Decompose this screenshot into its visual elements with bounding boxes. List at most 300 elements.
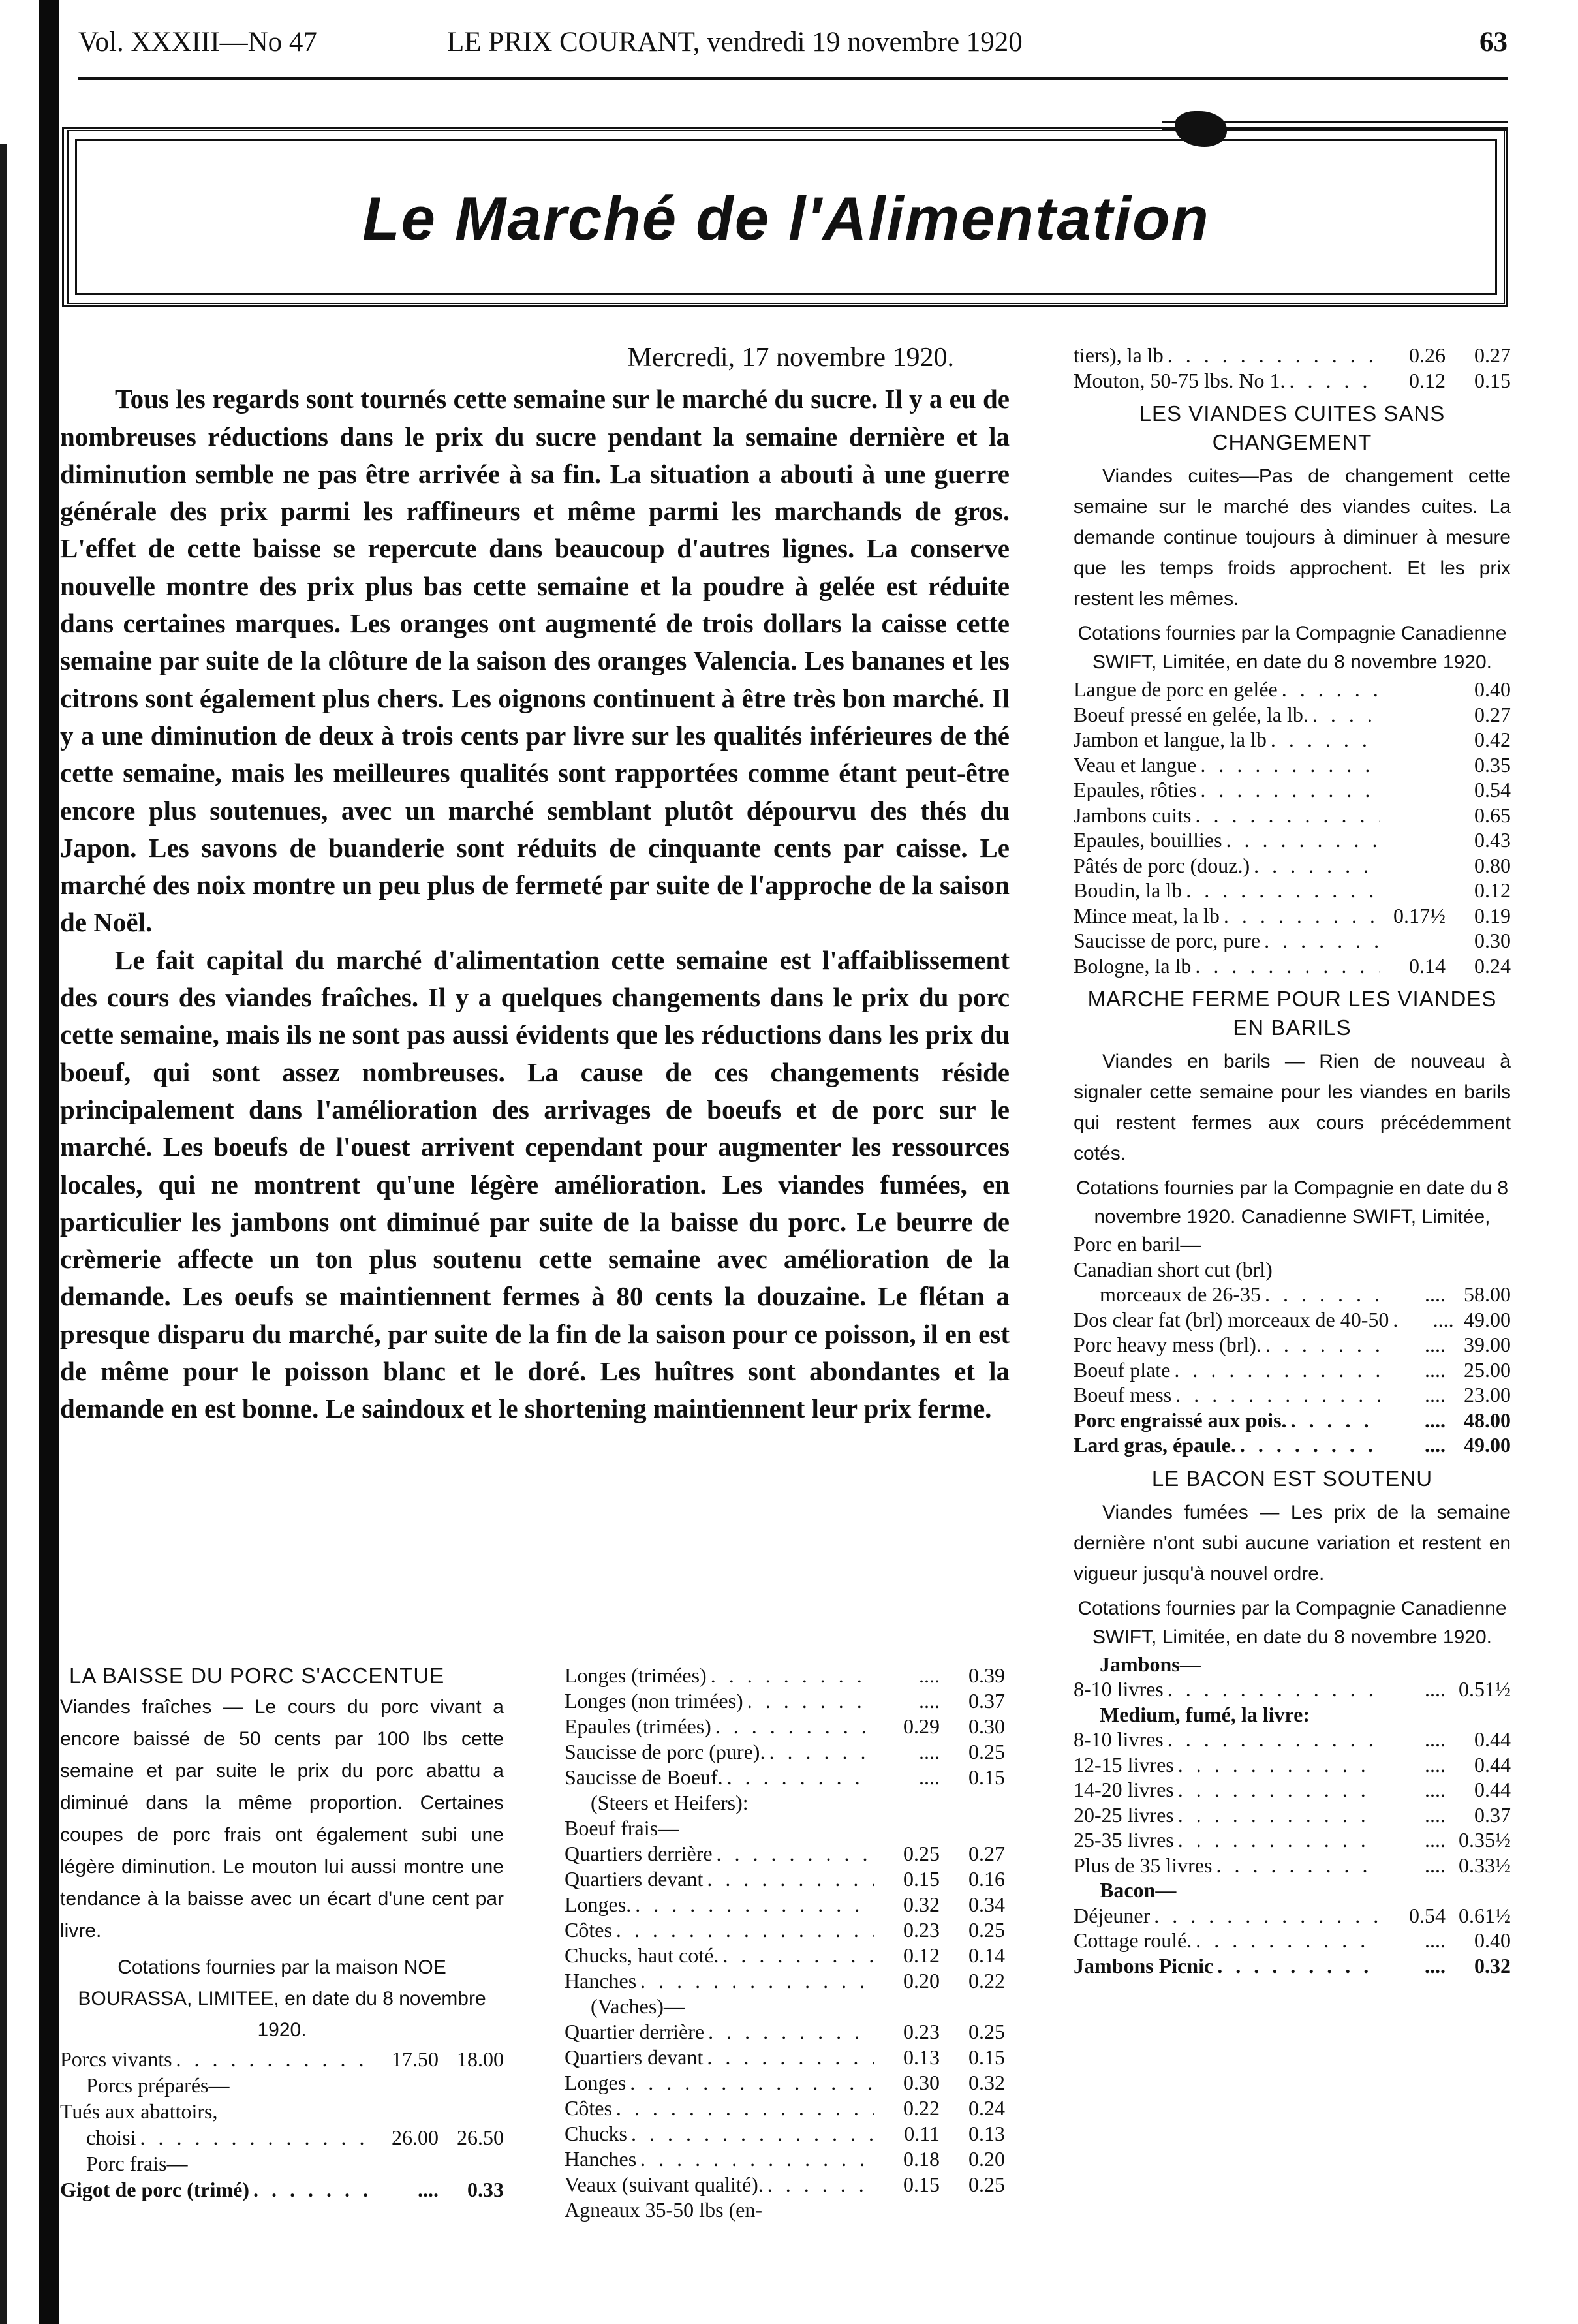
price-item-label: Saucisse de porc, pure xyxy=(1074,929,1261,952)
price-row xyxy=(1074,1232,1511,1257)
price-item-label: Lard gras, épaule. xyxy=(1074,1433,1236,1457)
leader-dots xyxy=(765,1739,874,1765)
price-row xyxy=(565,1841,1005,1867)
price-item-label: Tués aux abattoirs, xyxy=(60,2099,218,2123)
leader-dots xyxy=(1164,1727,1380,1752)
leader-dots xyxy=(1196,777,1380,803)
price-high: 26.50 xyxy=(457,2126,504,2149)
page-number: 63 xyxy=(1479,27,1508,57)
price-item-label: (Steers et Heifers): xyxy=(591,1791,749,1814)
price-low: 0.23 xyxy=(903,2020,940,2043)
price-row xyxy=(1074,727,1511,752)
price-high: 0.40 xyxy=(1474,677,1511,701)
price-row xyxy=(1074,1307,1511,1333)
leader-dots xyxy=(1250,853,1380,878)
price-row xyxy=(1074,903,1511,929)
price-item-label: Saucisse de porc (pure). xyxy=(565,1740,766,1763)
price-row xyxy=(1074,828,1511,853)
price-item-label: Jambons— xyxy=(1100,1652,1201,1676)
price-row xyxy=(1074,702,1511,728)
leader-dots xyxy=(627,2121,874,2146)
quotation-source-bacon: Cotations fournies par la Compagnie Canadienne SWIFT, Limitée, en date du 8 novembre 1920. xyxy=(1077,1597,1507,1648)
price-row xyxy=(1074,1433,1511,1458)
price-high: 0.25 xyxy=(968,2020,1005,2043)
price-low: 0.17½ xyxy=(1393,903,1446,927)
price-low: 0.22 xyxy=(903,2096,940,2120)
leader-dots xyxy=(1267,727,1380,752)
price-row xyxy=(1074,1257,1511,1282)
price-high: 0.54 xyxy=(1474,778,1511,801)
price-row xyxy=(1074,1677,1511,1702)
leader-dots xyxy=(1260,928,1380,953)
price-item-label: Boudin, la lb xyxy=(1074,878,1183,902)
price-row xyxy=(565,2045,1005,2070)
price-row xyxy=(565,1917,1005,1943)
price-high: 0.22 xyxy=(968,1969,1005,1992)
price-low: 0.15 xyxy=(903,1867,940,1891)
leader-dots xyxy=(1164,1677,1380,1702)
price-row xyxy=(1074,343,1511,368)
price-item-label: Porc engraissé aux pois. xyxy=(1074,1408,1287,1432)
price-high: 48.00 xyxy=(1464,1408,1511,1432)
price-row xyxy=(1074,368,1511,394)
price-item-label: Porc frais— xyxy=(86,2152,188,2175)
price-low: .... xyxy=(1425,1333,1446,1356)
leader-dots xyxy=(1164,343,1380,368)
leader-dots xyxy=(1220,903,1380,929)
price-row xyxy=(1074,1953,1511,1979)
price-row xyxy=(565,2121,1005,2146)
price-high: 0.39 xyxy=(968,1664,1005,1687)
price-high: 0.37 xyxy=(968,1689,1005,1712)
price-item-label: Porc heavy mess (brl). xyxy=(1074,1333,1261,1356)
price-high: 0.65 xyxy=(1474,803,1511,827)
section-text-bacon: Viandes fumées — Les prix de la semaine dernière n'ont subi aucune variation et restent en vigueur jusqu'à nouvel ordre. xyxy=(1074,1501,1511,1585)
price-high: 0.30 xyxy=(1474,929,1511,952)
leader-dots xyxy=(1174,1827,1380,1853)
price-high: 0.14 xyxy=(968,1944,1005,1967)
price-high: 0.33 xyxy=(467,2178,504,2201)
price-row xyxy=(565,1968,1005,1994)
price-row xyxy=(565,1867,1005,1892)
price-row xyxy=(1074,752,1511,778)
price-row xyxy=(60,2098,504,2124)
price-high: 0.61½ xyxy=(1459,1903,1511,1927)
price-low: .... xyxy=(1425,1408,1446,1432)
leader-dots xyxy=(723,1765,874,1790)
price-item-label: 14-20 livres xyxy=(1074,1778,1174,1801)
section-banner xyxy=(62,127,1508,307)
quotation-source-pork: Cotations fournies par la maison NOE BOURASSA, LIMITEE, en date du 8 novembre 1920. xyxy=(78,1957,486,2041)
header-rule xyxy=(78,77,1508,80)
leader-dots xyxy=(1150,1903,1380,1929)
page-edge-shadow xyxy=(0,144,7,2324)
price-item-label: Hanches xyxy=(565,1969,637,1992)
leader-dots xyxy=(1278,677,1380,702)
price-low: 0.15 xyxy=(903,2173,940,2196)
price-item-label: Boeuf frais— xyxy=(565,1816,679,1840)
leader-dots xyxy=(1182,878,1380,903)
leader-dots xyxy=(1213,1953,1380,1979)
price-low: 0.13 xyxy=(903,2045,940,2069)
leader-dots xyxy=(1261,1332,1380,1357)
price-row xyxy=(1074,1408,1511,1433)
leader-dots xyxy=(703,1867,874,1892)
price-high: 0.44 xyxy=(1474,1752,1511,1776)
price-high: 0.51½ xyxy=(1459,1677,1511,1701)
price-item-label: Longes xyxy=(565,2071,627,2094)
price-item-label: Porc en baril— xyxy=(1074,1232,1201,1256)
price-high: 58.00 xyxy=(1464,1282,1511,1306)
price-item-label: Jambon et langue, la lb xyxy=(1074,728,1267,751)
price-low: 0.26 xyxy=(1409,343,1446,367)
price-item-label: Dos clear fat (brl) morceaux de 40-50 xyxy=(1074,1307,1389,1331)
price-low: 0.23 xyxy=(903,1918,940,1942)
price-high: 0.34 xyxy=(968,1893,1005,1916)
price-high: 0.27 xyxy=(1474,343,1511,367)
leader-dots xyxy=(703,2045,874,2070)
leader-dots xyxy=(1174,1803,1380,1828)
price-low: .... xyxy=(1425,1383,1446,1406)
price-row xyxy=(60,2150,504,2177)
leader-dots xyxy=(1191,953,1380,979)
price-item-label: Chucks, haut coté. xyxy=(565,1944,719,1967)
price-row xyxy=(565,1816,1005,1841)
price-item-label: morceaux de 26-35 xyxy=(1100,1282,1261,1306)
section-heading-bacon: LE BACON EST SOUTENU xyxy=(1151,1466,1433,1491)
price-row xyxy=(1074,1903,1511,1929)
price-item-label: Mouton, 50-75 lbs. No 1. xyxy=(1074,368,1286,392)
price-item-label: Déjeuner xyxy=(1074,1903,1151,1927)
leader-dots xyxy=(713,1841,874,1867)
leader-dots xyxy=(631,1892,874,1917)
price-row xyxy=(60,2046,504,2072)
leader-dots xyxy=(743,1688,874,1714)
price-high: 0.15 xyxy=(1474,368,1511,392)
price-item-label: Côtes xyxy=(565,1918,612,1942)
price-low: 0.18 xyxy=(903,2147,940,2171)
leader-dots xyxy=(612,1917,874,1943)
leader-dots xyxy=(612,2096,874,2121)
price-row xyxy=(1074,1878,1511,1903)
price-high: 0.80 xyxy=(1474,853,1511,877)
price-low: .... xyxy=(1432,1307,1454,1331)
main-article xyxy=(60,339,1010,1428)
price-high: 0.12 xyxy=(1474,878,1511,902)
price-high: 0.27 xyxy=(968,1842,1005,1865)
leader-dots xyxy=(1287,1408,1380,1433)
price-high: 0.42 xyxy=(1474,728,1511,751)
price-item-label: Hanches xyxy=(565,2147,637,2171)
leader-dots xyxy=(1236,1433,1380,1458)
price-low: .... xyxy=(1425,1433,1446,1457)
price-high: 0.25 xyxy=(968,1740,1005,1763)
price-item-label: 12-15 livres xyxy=(1074,1752,1174,1776)
price-item-label: Gigot de porc (trimé) xyxy=(60,2178,249,2201)
leader-dots xyxy=(1196,752,1380,778)
price-item-label: (Vaches)— xyxy=(591,1994,685,2018)
price-row xyxy=(1074,777,1511,803)
price-row xyxy=(1074,1827,1511,1853)
price-item-label: Pâtés de porc (douz.) xyxy=(1074,853,1250,877)
price-row xyxy=(1074,1803,1511,1828)
leader-dots xyxy=(704,2019,874,2045)
price-low: .... xyxy=(1425,1953,1446,1977)
price-item-label: choisi xyxy=(86,2126,136,2149)
price-item-label: Agneaux 35-50 lbs (en- xyxy=(565,2198,763,2222)
price-high: 0.44 xyxy=(1474,1728,1511,1751)
price-high: 0.13 xyxy=(968,2122,1005,2145)
price-item-label: Boeuf pressé en gelée, la lb. xyxy=(1074,702,1308,726)
price-item-label: 25-35 livres xyxy=(1074,1828,1174,1851)
leader-dots xyxy=(626,2070,874,2096)
price-low: .... xyxy=(1425,1752,1446,1776)
price-item-label: Epaules (trimées) xyxy=(565,1714,711,1738)
price-row xyxy=(1074,928,1511,953)
price-row xyxy=(565,2197,1005,2223)
price-high: 0.24 xyxy=(1474,953,1511,978)
price-low: 0.29 xyxy=(903,1714,940,1738)
leader-dots xyxy=(1192,1928,1380,1953)
leader-dots xyxy=(136,2124,373,2150)
price-row xyxy=(565,1790,1005,1816)
price-high: 0.35½ xyxy=(1459,1828,1511,1851)
price-item-label: 20-25 livres xyxy=(1074,1803,1174,1827)
price-high: 18.00 xyxy=(457,2047,504,2071)
leader-dots xyxy=(1261,1282,1380,1307)
price-row xyxy=(565,1739,1005,1765)
price-row xyxy=(1074,1777,1511,1803)
price-high: 0.19 xyxy=(1474,903,1511,927)
price-row xyxy=(1074,1282,1511,1307)
price-row xyxy=(565,1663,1005,1688)
price-high: 49.00 xyxy=(1464,1307,1511,1331)
right-column xyxy=(1074,343,1511,1978)
price-low: 0.20 xyxy=(903,1969,940,1992)
price-row xyxy=(1074,1702,1511,1728)
price-high: 0.30 xyxy=(968,1714,1005,1738)
price-high: 0.32 xyxy=(968,2071,1005,2094)
price-row xyxy=(1074,1332,1511,1357)
price-item-label: Quartiers devant xyxy=(565,2045,704,2069)
price-item-label: Veau et langue xyxy=(1074,752,1197,777)
price-row xyxy=(565,1892,1005,1917)
price-item-label: tiers), la lb xyxy=(1074,343,1164,367)
volume-number: Vol. XXXIII—No 47 xyxy=(78,27,317,57)
leader-dots xyxy=(1285,368,1380,394)
price-row xyxy=(565,1688,1005,1714)
price-low: 17.50 xyxy=(392,2047,439,2071)
quotation-source-cooked-meats: Cotations fournies par la Compagnie Canadienne SWIFT, Limitée, en date du 8 novembre 1920. xyxy=(1077,623,1507,673)
section-title: Le Marché de l'Alimentation xyxy=(362,184,1210,253)
price-row xyxy=(1074,1357,1511,1383)
price-row xyxy=(565,1994,1005,2019)
price-item-label: Longes (non trimées) xyxy=(565,1689,743,1712)
price-high: 0.25 xyxy=(968,2173,1005,2196)
price-row xyxy=(1074,1853,1511,1878)
binding-spine xyxy=(39,0,59,2324)
price-row xyxy=(60,2124,504,2150)
price-row xyxy=(565,2070,1005,2096)
leader-dots xyxy=(636,2146,874,2172)
price-list-bacon xyxy=(1074,1652,1511,1979)
price-list-barrel-meats xyxy=(1074,1232,1511,1458)
section-heading-barrel-meats: MARCHE FERME POUR LES VIANDES EN BARILS xyxy=(1087,987,1497,1040)
price-item-label: Epaules, bouillies xyxy=(1074,828,1222,852)
leader-dots xyxy=(1170,1357,1380,1383)
price-high: 0.32 xyxy=(1474,1953,1511,1977)
price-row xyxy=(565,2096,1005,2121)
leader-dots xyxy=(1191,803,1380,828)
price-item-label: Bologne, la lb xyxy=(1074,953,1192,978)
price-item-label: Boeuf plate xyxy=(1074,1357,1171,1382)
price-row xyxy=(1074,853,1511,878)
price-row xyxy=(1074,1727,1511,1752)
price-low: 0.14 xyxy=(1409,953,1446,978)
price-high: 0.33½ xyxy=(1459,1853,1511,1877)
price-low: .... xyxy=(418,2178,439,2201)
price-row xyxy=(60,2177,504,2203)
price-low: .... xyxy=(1425,1357,1446,1382)
leader-dots xyxy=(172,2046,373,2072)
price-high: 23.00 xyxy=(1464,1383,1511,1406)
section-heading-pork: LA BAISSE DU PORC S'ACCENTUE xyxy=(69,1664,445,1688)
price-high: 0.27 xyxy=(1474,702,1511,726)
leader-dots xyxy=(764,2172,874,2197)
price-item-label: Côtes xyxy=(565,2096,612,2120)
quotation-source-barrel-meats: Cotations fournies par la Compagnie en date du 8 novembre 1920. Canadienne SWIFT, Limitée, xyxy=(1075,1177,1509,1228)
price-item-label: Longes (trimées) xyxy=(565,1664,707,1687)
price-item-label: Quartiers devant xyxy=(565,1867,704,1891)
price-high: 0.37 xyxy=(1474,1803,1511,1827)
price-row xyxy=(1074,878,1511,903)
price-row xyxy=(565,1943,1005,1968)
price-item-label: Jambons Picnic xyxy=(1074,1953,1214,1977)
price-low: .... xyxy=(919,1689,940,1712)
price-low: .... xyxy=(1425,1778,1446,1801)
price-item-label: Mince meat, la lb xyxy=(1074,903,1220,927)
price-row xyxy=(1074,677,1511,702)
price-high: 0.24 xyxy=(968,2096,1005,2120)
price-high: 0.16 xyxy=(968,1867,1005,1891)
price-list-continued xyxy=(1074,343,1511,393)
article-paragraph-2: Le fait capital du marché d'alimentation cette semaine est l'affaiblissement des cours des viandes fraîches. Il y a quelques changements dans le prix du porc cette semaine, mais ils ne sont pas aussi évidents que les réductions dans les prix du boeuf, qui sont assez nombreuses. La cause de ces changements réside principalement dans l'amélioration des arrivages de boeufs et de porc sur le marché. Les boeufs de l'ouest arrivent cependant pour augmenter les ressources locales, qui ne montrent qu'une légère amélioration. Les viandes fumées, en particulier les jambons ont diminué par suite de la baisse du porc. Le beurre de crèmerie affecte un ton plus soutenu cette semaine avec amélioration de la demande. Les oeufs se maintiennent fermes à 80 cents la douzaine. Le flétan a presque disparu du marché, par suite de la fin de la saison pour ce poisson, il en est de même pour le poisson blanc et le doré. Les huîtres sont abondantes et la demande en est bonne. Le saindoux et le shortening maintiennent leur prix ferme. xyxy=(60,944,1010,1424)
price-item-label: Medium, fumé, la livre: xyxy=(1100,1702,1310,1726)
price-item-label: Bacon— xyxy=(1100,1878,1177,1902)
leader-dots xyxy=(636,1968,874,1994)
price-low: .... xyxy=(919,1740,940,1763)
price-low: .... xyxy=(919,1765,940,1789)
price-row xyxy=(1074,953,1511,979)
price-row xyxy=(1074,1752,1511,1778)
price-low: .... xyxy=(1425,1282,1446,1306)
bottom-middle-column xyxy=(565,1663,1005,2223)
price-item-label: Canadian short cut (brl) xyxy=(1074,1257,1273,1281)
price-row xyxy=(565,2019,1005,2045)
price-low: .... xyxy=(919,1664,940,1687)
price-item-label: 8-10 livres xyxy=(1074,1728,1164,1751)
price-low: .... xyxy=(1425,1803,1446,1827)
price-item-label: Quartiers derrière xyxy=(565,1842,713,1865)
price-item-label: Jambons cuits xyxy=(1074,803,1192,827)
price-row xyxy=(565,2146,1005,2172)
price-low: 0.30 xyxy=(903,2071,940,2094)
price-item-label: Langue de porc en gelée xyxy=(1074,677,1278,701)
price-low: 0.12 xyxy=(1409,368,1446,392)
price-low: 0.25 xyxy=(903,1842,940,1865)
price-item-label: Plus de 35 livres xyxy=(1074,1853,1213,1877)
price-high: 0.44 xyxy=(1474,1778,1511,1801)
leader-dots xyxy=(719,1943,874,1968)
leader-dots xyxy=(1389,1307,1397,1333)
price-row xyxy=(1074,803,1511,828)
price-high: 0.15 xyxy=(968,2045,1005,2069)
price-row xyxy=(565,1714,1005,1739)
publication-title: LE PRIX COURANT, vendredi 19 novembre 1920 xyxy=(447,27,1023,57)
article-date: Mercredi, 17 novembre 1920. xyxy=(627,343,954,373)
price-row xyxy=(60,2072,504,2098)
price-row xyxy=(1074,1928,1511,1953)
price-row xyxy=(1074,1382,1511,1408)
price-high: 0.43 xyxy=(1474,828,1511,852)
section-text-cooked-meats: Viandes cuites—Pas de changement cette semaine sur le marché des viandes cuites. La demande continue toujours à diminuer à mesure que les temps froids approchent. Et les prix restent les mêmes. xyxy=(1074,465,1511,610)
price-item-label: Quartier derrière xyxy=(565,2020,705,2043)
price-low: .... xyxy=(1425,1929,1446,1952)
price-low: .... xyxy=(1425,1728,1446,1751)
price-low: 0.32 xyxy=(903,1893,940,1916)
price-item-label: 8-10 livres xyxy=(1074,1677,1164,1701)
leader-dots xyxy=(1212,1853,1380,1878)
price-low: 0.11 xyxy=(904,2122,940,2145)
price-list-fresh-meats xyxy=(565,1663,1005,2223)
price-low: 0.54 xyxy=(1409,1903,1446,1927)
leader-dots xyxy=(249,2177,373,2203)
price-high: 0.40 xyxy=(1474,1929,1511,1952)
price-item-label: Porcs préparés— xyxy=(86,2073,230,2097)
price-high: 0.35 xyxy=(1474,752,1511,777)
leader-dots xyxy=(1174,1752,1380,1778)
price-row xyxy=(565,1765,1005,1790)
price-item-label: Boeuf mess xyxy=(1074,1383,1172,1406)
price-item-label: Longes. xyxy=(565,1893,632,1916)
price-item-label: Veaux (suivant qualité). xyxy=(565,2173,764,2196)
price-high: 0.20 xyxy=(968,2147,1005,2171)
leader-dots xyxy=(711,1714,874,1739)
section-heading-cooked-meats: LES VIANDES CUITES SANS CHANGEMENT xyxy=(1139,401,1446,454)
leader-dots xyxy=(707,1663,874,1688)
price-high: 0.25 xyxy=(968,1918,1005,1942)
leader-dots xyxy=(1222,828,1380,853)
price-high: 0.15 xyxy=(968,1765,1005,1789)
section-text-pork: Viandes fraîches — Le cours du porc vivant a encore baissé de 50 cents par 100 lbs cette semaine et par suite le prix du porc abattu a diminué dans la même proportion. Certaines coupes de porc frais ont également subi une légère diminution. Le mouton lui aussi montre une tendance à la baisse avec un écart d'une cent par livre. xyxy=(60,1696,504,1942)
running-header xyxy=(78,26,1508,73)
price-low: .... xyxy=(1425,1677,1446,1701)
price-low: .... xyxy=(1425,1828,1446,1851)
price-low: .... xyxy=(1425,1853,1446,1877)
price-item-label: Epaules, rôties xyxy=(1074,778,1197,801)
article-paragraph-1: Tous les regards sont tournés cette semaine sur le marché du sucre. Il y a eu de nombreuses réductions dans le prix du sucre pendant la semaine dernière et la diminution semble ne pas être arrivée à sa fin. La situation a abouti à une guerre générale des prix parmi les raffineurs et même parmi les marchands de gros. L'effet de cette baisse se repercute dans beaucoup d'autres lignes. La conserve nouvelle montre des prix plus bas cette semaine et la poudre à gelée est réduite dans certaines marques. Les oranges ont augmenté de trois dollars la caisse cette semaine par suite de la clôture de la saison des oranges Valencia. Les bananes et les citrons sont également plus chers. Les oignons continuent à être très bon marché. Il y a une diminution de deux à trois cents par livre sur les qualités inférieures de thé cette semaine, mais les meilleures qualités sont rapportées comme étant peut-être encore plus soutenues, avec un marché semblant plutôt dépourvu des thés du Japon. Les savons de buanderie sont réduits de cinquante cents par caisse. Le marché des noix montre un peu plus de fermeté par suite de l'approche de la saison de Noël. xyxy=(60,384,1010,938)
price-high: 39.00 xyxy=(1464,1333,1511,1356)
bottom-left-column xyxy=(60,1661,504,2203)
price-row xyxy=(1074,1652,1511,1677)
price-row xyxy=(565,2172,1005,2197)
price-item-label: Cottage roulé. xyxy=(1074,1929,1192,1952)
price-list-cooked-meats xyxy=(1074,677,1511,978)
section-text-barrel-meats: Viandes en barils — Rien de nouveau à signaler cette semaine pour les viandes en barils qui restent fermes aux cours précédemment cotés. xyxy=(1074,1051,1511,1164)
price-high: 25.00 xyxy=(1464,1357,1511,1382)
price-item-label: Porcs vivants xyxy=(60,2047,172,2071)
price-low: 0.12 xyxy=(903,1944,940,1967)
